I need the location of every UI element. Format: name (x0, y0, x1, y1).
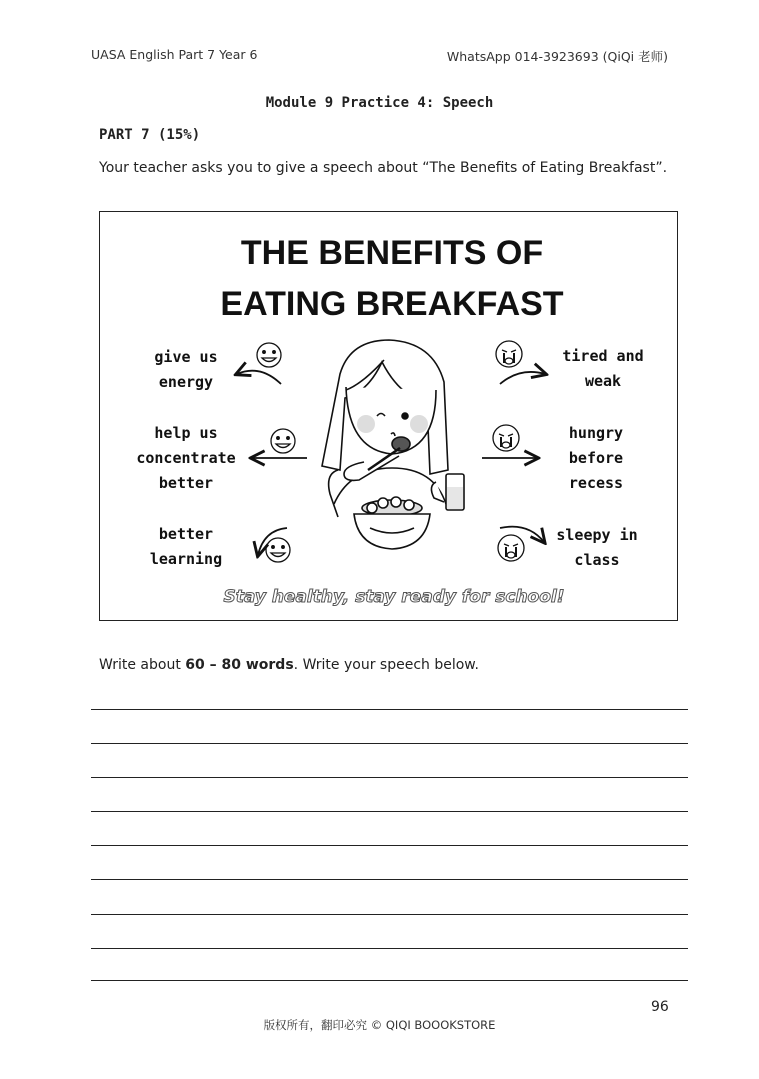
writing-line (91, 914, 688, 915)
benefit-2-line2: concentrate (136, 449, 236, 467)
drawback-3-line2: class (574, 551, 620, 569)
writing-line (91, 980, 688, 981)
writing-line (91, 709, 688, 710)
drawback-1-line2: weak (584, 372, 622, 390)
crying-face-icon (493, 425, 519, 451)
page-title: Module 9 Practice 4: Speech (265, 95, 494, 111)
drawback-2-line2: before (568, 449, 624, 467)
crying-face-icon (496, 341, 522, 367)
arrow-left-top (237, 371, 281, 384)
arrow-right-top (500, 372, 545, 384)
poster-slogan: Stay healthy, stay ready for school! (223, 587, 565, 607)
header-right: WhatsApp 014-3923693 (QiQi 老师) (446, 49, 668, 64)
benefit-2-line3: better (158, 474, 214, 492)
instruction-after: . Write your speech below. (293, 657, 479, 673)
copyright-footer: 版权所有，翻印必究 © QIQI BOOOKSTORE (263, 1018, 496, 1032)
breakfast-poster (99, 211, 678, 621)
arrow-left-bottom (258, 528, 287, 555)
writing-line (91, 879, 688, 880)
writing-line (91, 948, 688, 949)
drawback-2-line1: hungry (568, 424, 624, 442)
benefit-1-line1: give us (154, 348, 218, 366)
writing-line (91, 777, 688, 778)
writing-line (91, 743, 688, 744)
instruction-before: Write about (99, 657, 186, 673)
header-left: UASA English Part 7 Year 6 (91, 47, 258, 62)
poster-title-line2: EATING BREAKFAST (220, 285, 564, 323)
poster-illustration (100, 212, 677, 620)
happy-face-icon (266, 538, 290, 562)
writing-line (91, 845, 688, 846)
poster-title-line1: THE BENEFITS OF (240, 234, 544, 272)
writing-instruction (99, 657, 479, 673)
happy-face-icon (271, 429, 295, 453)
benefit-1-line2: energy (158, 373, 214, 391)
part-heading: PART 7 (15%) (99, 127, 201, 143)
benefit-2-line1: help us (154, 424, 218, 442)
happy-face-icon (257, 343, 281, 367)
arrow-right-bottom (500, 527, 544, 542)
girl-eating-illustration (322, 340, 464, 549)
task-prompt: Your teacher asks you to give a speech about “The Benefits of Eating Breakfast”. (99, 160, 668, 176)
word-count-requirement: 60 – 80 words (185, 657, 294, 673)
drawback-3-line1: sleepy in (556, 526, 638, 544)
benefit-3-line2: learning (149, 550, 223, 568)
writing-line (91, 811, 688, 812)
drawback-2-line3: recess (568, 474, 624, 492)
benefit-3-line1: better (158, 525, 214, 543)
crying-face-icon (498, 535, 524, 561)
page-number: 96 (651, 999, 669, 1015)
drawback-1-line1: tired and (562, 347, 644, 365)
